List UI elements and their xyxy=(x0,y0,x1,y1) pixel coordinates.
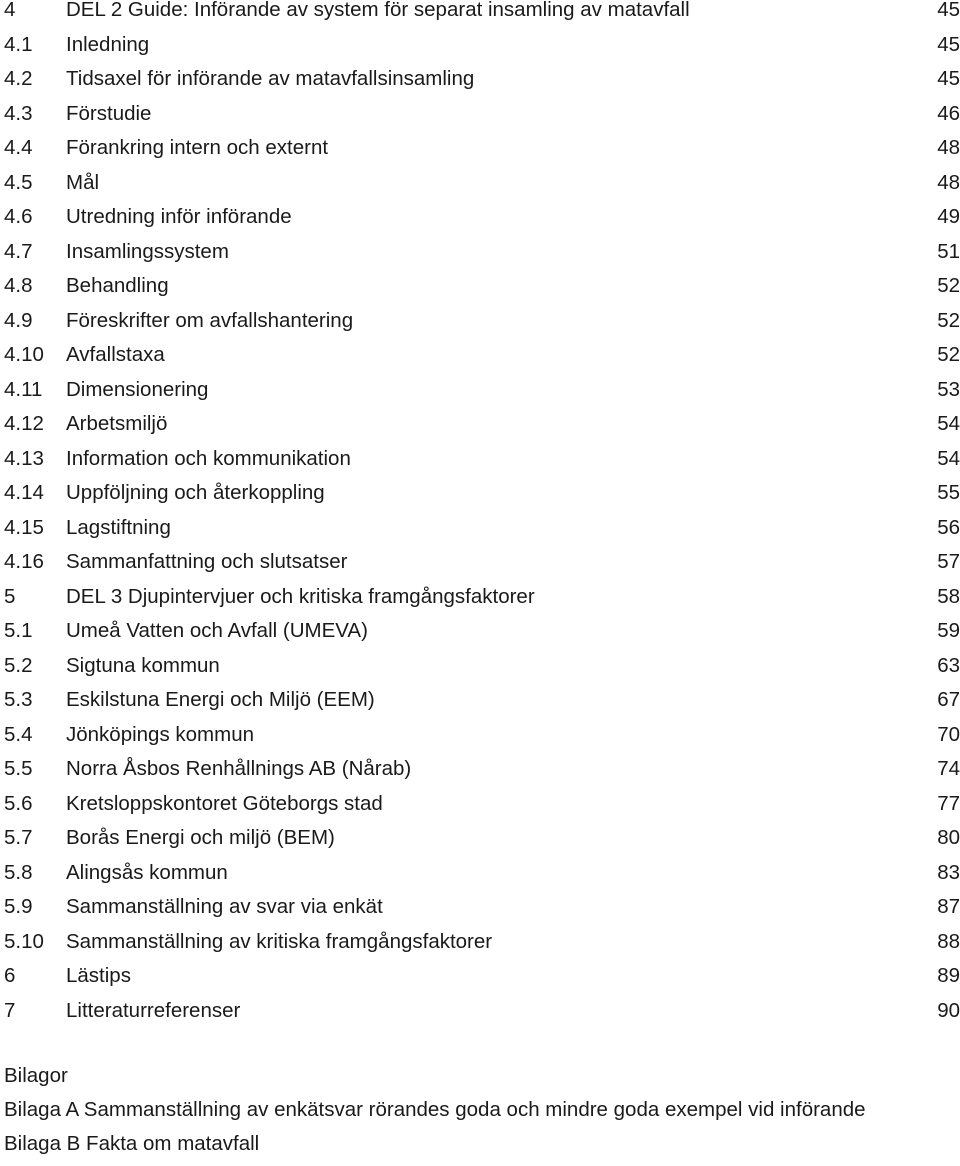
toc-page-number: 80 xyxy=(937,826,960,849)
toc-title: Lästips xyxy=(66,964,131,987)
toc-title: Borås Energi och miljö (BEM) xyxy=(66,826,335,849)
toc-title: Sammanställning av kritiska framgångsfaktorer xyxy=(66,929,493,953)
toc-page-number: 67 xyxy=(937,688,960,711)
toc-entry[interactable] xyxy=(0,791,960,829)
toc-number: 7 xyxy=(4,998,16,1022)
toc-number: 5.5 xyxy=(4,757,33,780)
toc-page-number: 88 xyxy=(937,929,960,953)
toc-title: Föreskrifter om avfallshantering xyxy=(66,308,354,332)
toc-number: 5.8 xyxy=(4,860,33,884)
toc-number: 4.9 xyxy=(4,308,33,332)
toc-number: 4.7 xyxy=(4,239,33,263)
toc-number: 5.3 xyxy=(4,688,33,711)
toc-entry[interactable] xyxy=(0,759,960,794)
toc-page-number: 46 xyxy=(937,101,960,125)
toc-entry[interactable] xyxy=(0,653,960,691)
toc-entry[interactable] xyxy=(0,69,960,104)
toc-entry[interactable] xyxy=(0,101,960,139)
toc-entry[interactable] xyxy=(0,929,960,967)
toc-title: Kretsloppskontoret Göteborgs stad xyxy=(66,791,383,815)
toc-page-number: 45 xyxy=(937,32,960,56)
toc-entry[interactable] xyxy=(0,584,960,622)
toc-entry[interactable] xyxy=(0,483,960,518)
toc-entry[interactable] xyxy=(0,515,960,553)
toc-page-number: 90 xyxy=(937,998,960,1022)
toc-number: 4.14 xyxy=(4,481,44,504)
toc-number: 5 xyxy=(4,584,16,608)
toc-page-number: 45 xyxy=(937,67,960,90)
toc-page-number: 54 xyxy=(937,446,960,470)
toc-number: 5.2 xyxy=(4,653,33,677)
toc-title: Jönköpings kommun xyxy=(66,722,255,746)
toc-number: 4 xyxy=(4,0,16,21)
toc-page-number: 52 xyxy=(937,308,960,332)
toc-number: 4.13 xyxy=(4,446,44,470)
toc-page-number: 54 xyxy=(937,412,960,435)
toc-entry[interactable] xyxy=(0,239,960,277)
toc-number: 5.10 xyxy=(4,929,44,953)
toc-entry[interactable] xyxy=(0,998,960,1036)
toc-number: 5.4 xyxy=(4,722,33,746)
toc-title: Uppföljning och återkoppling xyxy=(66,481,325,504)
toc-entry[interactable] xyxy=(0,276,960,311)
toc-title: Förankring intern och externt xyxy=(66,136,329,159)
toc-number: 4.1 xyxy=(4,32,33,56)
toc-title: Information och kommunikation xyxy=(66,446,351,470)
toc-entry[interactable] xyxy=(0,722,960,760)
toc-title: Sammanfattning och slutsatser xyxy=(66,550,348,573)
toc-title: Behandling xyxy=(66,274,169,297)
toc-page-number: 49 xyxy=(937,205,960,228)
appendix-item[interactable]: Bilaga A Sammanställning av enkätsvar rörandes goda och mindre goda exempel vid införande xyxy=(4,1098,866,1121)
toc-page-number: 51 xyxy=(937,239,960,263)
toc-page-number: 83 xyxy=(937,860,960,884)
toc-entry[interactable] xyxy=(0,170,960,208)
appendix-section xyxy=(4,1064,954,1166)
toc-number: 5.7 xyxy=(4,826,33,849)
toc-title: Förstudie xyxy=(66,101,152,125)
toc-number: 4.16 xyxy=(4,550,44,573)
toc-page-number: 56 xyxy=(937,515,960,539)
toc-entry[interactable] xyxy=(0,621,960,656)
toc-page-number: 74 xyxy=(937,757,960,780)
toc-title: Norra Åsbos Renhållnings AB (Nårab) xyxy=(66,757,412,780)
toc-number: 4.5 xyxy=(4,170,33,194)
toc-title: Alingsås kommun xyxy=(66,860,228,884)
toc-entry[interactable] xyxy=(0,207,960,242)
toc-page-number: 87 xyxy=(937,895,960,918)
toc-entry[interactable] xyxy=(0,138,960,173)
toc-entry[interactable] xyxy=(0,345,960,380)
toc-title: Insamlingssystem xyxy=(66,239,229,263)
toc-number: 4.4 xyxy=(4,136,33,159)
toc-page-number: 52 xyxy=(937,343,960,366)
toc-title: DEL 2 Guide: Införande av system för separat insamling av matavfall xyxy=(66,0,690,21)
toc-entry[interactable] xyxy=(0,446,960,484)
toc-page-number: 52 xyxy=(937,274,960,297)
toc-number: 6 xyxy=(4,964,16,987)
toc-title: Inledning xyxy=(66,32,150,56)
toc-title: Sammanställning av svar via enkät xyxy=(66,895,383,918)
toc-entry[interactable] xyxy=(0,32,960,70)
toc-page-number: 45 xyxy=(937,0,960,21)
toc-entry[interactable] xyxy=(0,308,960,346)
toc-page-number: 53 xyxy=(937,377,960,401)
toc-number: 4.10 xyxy=(4,343,44,366)
toc-page-number: 48 xyxy=(937,136,960,159)
toc-title: DEL 3 Djupintervjuer och kritiska framgångsfaktorer xyxy=(66,584,535,608)
toc-number: 5.1 xyxy=(4,619,33,642)
toc-entry[interactable] xyxy=(0,414,960,449)
toc-title: Utredning inför införande xyxy=(66,205,292,228)
toc-entry[interactable] xyxy=(0,966,960,1001)
toc-title: Litteraturreferenser xyxy=(66,998,241,1022)
toc-entry[interactable] xyxy=(0,828,960,863)
toc-number: 4.6 xyxy=(4,205,33,228)
toc-page-number: 48 xyxy=(937,170,960,194)
toc-title: Arbetsmiljö xyxy=(66,412,168,435)
appendix-item[interactable]: Bilaga B Fakta om matavfall xyxy=(4,1132,260,1155)
toc-number: 4.2 xyxy=(4,67,33,90)
toc-entry[interactable] xyxy=(0,690,960,725)
toc-page-number: 70 xyxy=(937,722,960,746)
toc-title: Mål xyxy=(66,170,100,194)
toc-page-number: 77 xyxy=(937,791,960,815)
toc-page-number: 58 xyxy=(937,584,960,608)
toc-number: 5.6 xyxy=(4,791,33,815)
toc-number: 4.3 xyxy=(4,101,33,125)
toc-title: Eskilstuna Energi och Miljö (EEM) xyxy=(66,688,375,711)
toc-title: Lagstiftning xyxy=(66,515,171,539)
toc-number: 5.9 xyxy=(4,895,33,918)
appendix-heading: Bilagor xyxy=(4,1064,68,1087)
toc-number: 4.15 xyxy=(4,515,44,539)
toc-page-number: 57 xyxy=(937,550,960,573)
toc-number: 4.8 xyxy=(4,274,33,297)
toc-page-number: 63 xyxy=(937,653,960,677)
toc-number: 4.11 xyxy=(4,377,43,401)
toc-entry[interactable] xyxy=(0,897,960,932)
toc-entry[interactable] xyxy=(0,0,960,35)
toc-entry[interactable] xyxy=(0,860,960,898)
toc-entry[interactable] xyxy=(0,377,960,415)
toc-title: Avfallstaxa xyxy=(66,343,165,366)
toc-title: Tidsaxel för införande av matavfallsinsamling xyxy=(66,67,475,90)
toc-title: Sigtuna kommun xyxy=(66,653,220,677)
toc-number: 4.12 xyxy=(4,412,44,435)
toc-page-number: 59 xyxy=(937,619,960,642)
toc-page-number: 55 xyxy=(937,481,960,504)
toc-entry[interactable] xyxy=(0,552,960,587)
toc-title: Umeå Vatten och Avfall (UMEVA) xyxy=(66,619,368,642)
toc-page-number: 89 xyxy=(937,964,960,987)
toc-title: Dimensionering xyxy=(66,377,209,401)
